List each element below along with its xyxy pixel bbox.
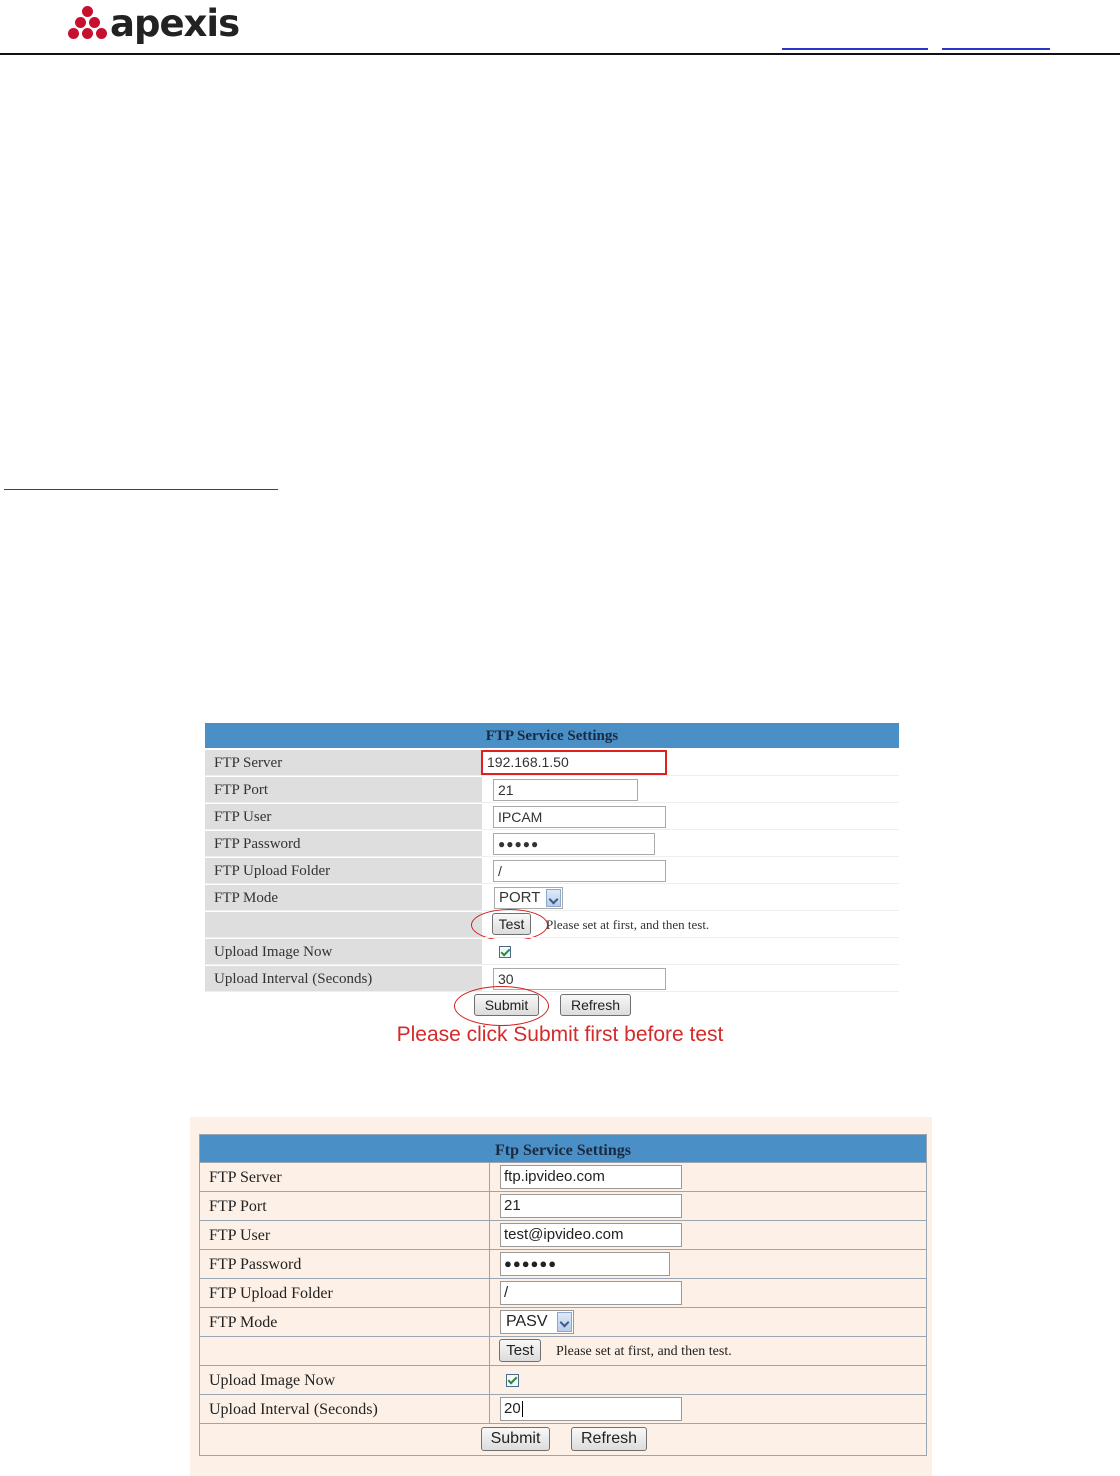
header-link-1[interactable] bbox=[782, 48, 928, 50]
highlight-oval bbox=[454, 986, 549, 1026]
header-link-2[interactable] bbox=[942, 48, 1050, 50]
refresh-button[interactable]: Refresh bbox=[560, 994, 631, 1016]
row-ftp-password bbox=[205, 831, 899, 857]
refresh-button[interactable]: Refresh bbox=[571, 1427, 647, 1451]
row-upload-image-now bbox=[205, 939, 899, 965]
ftp-user-input[interactable]: IPCAM bbox=[493, 806, 666, 828]
test-button[interactable]: Test bbox=[492, 913, 531, 935]
ftp-password-input[interactable]: ●●●●● bbox=[493, 833, 655, 855]
ftp-port-input[interactable]: 21 bbox=[500, 1194, 682, 1218]
ftp-settings-screenshot-2 bbox=[190, 1117, 932, 1476]
row-ftp-server bbox=[205, 750, 899, 776]
row-ftp-upload-folder bbox=[200, 1278, 926, 1307]
apexis-dots-icon bbox=[68, 4, 108, 44]
ftp-settings-screenshot-1 bbox=[205, 723, 899, 1020]
ftp-mode-value: PASV bbox=[506, 1313, 548, 1330]
row-label: FTP Port bbox=[200, 1192, 490, 1220]
row-upload-interval bbox=[205, 966, 899, 992]
ftp-port-input[interactable]: 21 bbox=[493, 779, 638, 801]
test-button[interactable]: Test bbox=[499, 1339, 541, 1362]
row-label-empty bbox=[200, 1337, 490, 1365]
test-hint: Please set at first, and then test. bbox=[546, 917, 710, 932]
ftp-settings-table bbox=[199, 1134, 927, 1456]
ftp-user-input[interactable]: test@ipvideo.com bbox=[500, 1223, 682, 1247]
row-label-empty bbox=[205, 912, 482, 938]
upload-interval-input[interactable] bbox=[500, 1397, 682, 1421]
row-label: FTP Server bbox=[205, 750, 482, 776]
row-label: Upload Image Now bbox=[200, 1366, 490, 1394]
submit-button[interactable]: Submit bbox=[481, 1427, 550, 1451]
ftp-upload-folder-input[interactable]: / bbox=[493, 860, 666, 882]
row-ftp-mode bbox=[200, 1307, 926, 1336]
upload-image-now-checkbox[interactable] bbox=[499, 946, 511, 958]
instruction-note: Please click Submit first before test bbox=[396, 1023, 724, 1046]
row-label: Upload Interval (Seconds) bbox=[205, 966, 482, 992]
row-label: FTP Mode bbox=[200, 1308, 490, 1336]
row-ftp-password bbox=[200, 1249, 926, 1278]
ftp-server-input[interactable]: 192.168.1.50 bbox=[481, 750, 667, 775]
row-upload-image-now bbox=[200, 1365, 926, 1394]
row-label: FTP Upload Folder bbox=[200, 1279, 490, 1307]
row-label: FTP Mode bbox=[205, 885, 482, 911]
panel-title: FTP Service Settings bbox=[205, 723, 899, 748]
row-label: FTP Password bbox=[205, 831, 482, 857]
upload-interval-value: 20 bbox=[504, 1400, 521, 1417]
row-ftp-user bbox=[200, 1220, 926, 1249]
row-label: Upload Interval (Seconds) bbox=[200, 1395, 490, 1423]
panel-title: Ftp Service Settings bbox=[200, 1135, 926, 1162]
row-label: Upload Image Now bbox=[205, 939, 482, 965]
row-test bbox=[205, 912, 899, 938]
row-label: FTP User bbox=[200, 1221, 490, 1249]
upload-interval-input[interactable]: 30 bbox=[493, 968, 666, 990]
row-ftp-server bbox=[200, 1162, 926, 1191]
ftp-password-input[interactable]: ●●●●●● bbox=[500, 1252, 670, 1276]
test-hint: Please set at first, and then test. bbox=[556, 1344, 732, 1359]
row-label: FTP Port bbox=[205, 777, 482, 803]
row-label: FTP User bbox=[205, 804, 482, 830]
row-test bbox=[200, 1336, 926, 1365]
row-ftp-user bbox=[205, 804, 899, 830]
apexis-logo bbox=[68, 2, 239, 46]
logo-text: apexis bbox=[110, 2, 240, 45]
text-cursor bbox=[522, 1401, 523, 1417]
upload-image-now-checkbox[interactable] bbox=[506, 1374, 519, 1387]
row-upload-interval bbox=[200, 1394, 926, 1423]
row-actions bbox=[200, 1423, 926, 1455]
header-divider bbox=[0, 53, 1120, 55]
ftp-mode-select[interactable] bbox=[494, 887, 563, 909]
row-label: FTP Password bbox=[200, 1250, 490, 1278]
ftp-mode-select[interactable] bbox=[500, 1310, 574, 1334]
row-ftp-upload-folder bbox=[205, 858, 899, 884]
row-ftp-mode bbox=[205, 885, 899, 911]
row-label: FTP Upload Folder bbox=[205, 858, 482, 884]
chevron-down-icon[interactable] bbox=[546, 889, 561, 907]
ftp-mode-value: PORT bbox=[499, 889, 541, 906]
ftp-server-input[interactable]: ftp.ipvideo.com bbox=[500, 1165, 682, 1189]
row-ftp-port bbox=[200, 1191, 926, 1220]
row-label: FTP Server bbox=[200, 1163, 490, 1191]
submit-button[interactable]: Submit bbox=[474, 994, 539, 1016]
row-ftp-port bbox=[205, 777, 899, 803]
chevron-down-icon[interactable] bbox=[557, 1312, 572, 1332]
ftp-upload-folder-input[interactable]: / bbox=[500, 1281, 682, 1305]
body-link[interactable] bbox=[4, 489, 278, 490]
